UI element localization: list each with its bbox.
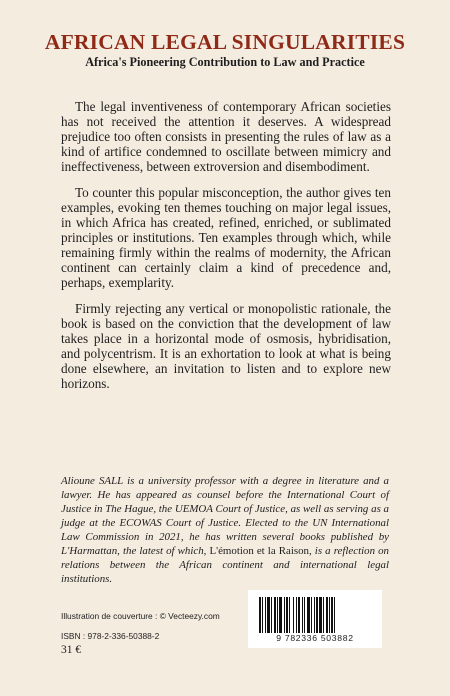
bio-text-end: , is a reflection on relations between the African continent and international legal institutions. <box>61 545 389 585</box>
barcode-bar <box>311 597 312 633</box>
barcode-bar <box>331 597 333 633</box>
isbn: ISBN : 978-2-336-50388-2 <box>61 631 160 641</box>
barcode-bars <box>258 597 372 633</box>
barcode-bar <box>316 597 318 633</box>
cover-credits: Illustration de couverture : © Vecteezy.com <box>61 611 220 621</box>
barcode-bar <box>265 597 266 633</box>
back-cover-blurb <box>61 99 391 402</box>
barcode-bar <box>262 597 263 633</box>
barcode-bar <box>319 597 322 633</box>
barcode-bar <box>302 597 303 633</box>
barcode-bar <box>298 597 300 633</box>
price: 31 € <box>61 644 82 656</box>
barcode <box>248 590 382 648</box>
blurb-paragraph: Firmly rejecting any vertical or monopolistic rationale, the book is based on the conviction that the development of law takes place in a horizontal mode of osmosis, hybridisation, and polycentrism. It is an exhortation to look at what is being done elsewhere, an invitation to listen and to explore new horizons. <box>61 301 391 391</box>
blurb-paragraph: To counter this popular misconception, the author gives ten examples, evoking ten themes touching on major legal issues, in which Africa has created, refined, enriched, or sublimated principles or institutions. Ten examples through which, while remaining firmly within the realms of modernity, the African continent can certainly claim a kind of precedence and, perhaps, exemplarity. <box>61 185 391 290</box>
barcode-bar <box>307 597 310 633</box>
barcode-bar <box>314 597 315 633</box>
book-subtitle: Africa's Pioneering Contribution to Law and Practice <box>85 55 365 69</box>
barcode-bar <box>334 597 335 633</box>
author-bio <box>61 474 389 586</box>
barcode-bar <box>304 597 305 633</box>
barcode-bar <box>277 597 278 633</box>
barcode-bar <box>284 597 285 633</box>
barcode-digits: 9 782336 503882 <box>276 633 354 643</box>
barcode-bar <box>293 597 294 633</box>
author-name: Alioune SALL <box>61 475 123 487</box>
blurb-paragraph: The legal inventiveness of contemporary African societies has not received the attention it deserves. A widespread prejudice too often consists in presenting the rules of law as a kind of artifice condemned to oscillate between mimicry and ineffectiveness, between extroversion and disembodiment. <box>61 99 391 174</box>
book-title: AFRICAN LEGAL SINGULARITIES <box>44 30 406 54</box>
latest-book-title: L'émotion et la Raison <box>209 545 309 557</box>
barcode-bar <box>279 597 282 633</box>
barcode-bar <box>271 597 272 633</box>
barcode-bar <box>259 597 261 633</box>
barcode-bar <box>286 597 288 633</box>
barcode-bar <box>326 597 328 633</box>
barcode-bar <box>329 597 330 633</box>
bio-text: is a university professor with a degree in literature and a lawyer. He has appeared as counsel before the International Court of Justice in The Hague, the UEMOA Court of Justice, as well as serving as a judge at the ECOWAS Court of Justice. Elected to the UN International Law Commission in 2021, he has written several books published by L'Harmattan, the latest of which, <box>61 475 389 557</box>
barcode-bar <box>289 597 290 633</box>
barcode-bar <box>274 597 276 633</box>
barcode-bar <box>323 597 324 633</box>
barcode-bar <box>267 597 270 633</box>
barcode-bar <box>296 597 297 633</box>
